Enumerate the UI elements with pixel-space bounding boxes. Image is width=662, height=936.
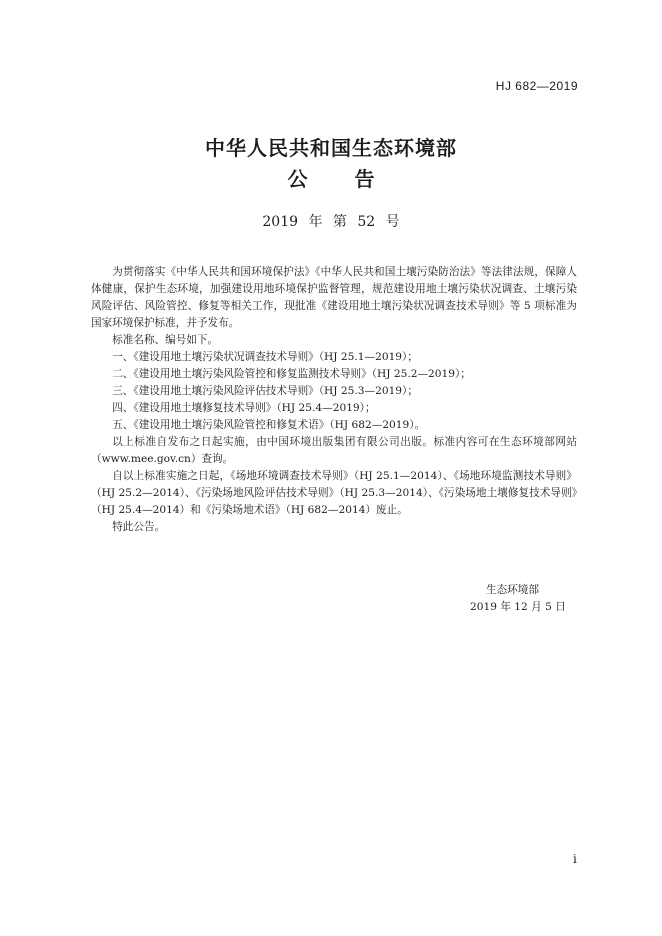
ministry-title: 中华人民共和国生态环境部	[205, 136, 457, 160]
standard-item-1: 一、《建设用地土壤污染状况调查技术导则》（HJ 25.1—2019）；	[112, 351, 418, 363]
standard-code: HJ 682—2019	[495, 79, 578, 93]
standard-item-3: 三、《建设用地土壤污染风险评估技术导则》（HJ 25.3—2019）；	[112, 385, 418, 397]
closing-paragraph: 特此公告。	[112, 521, 166, 533]
list-intro: 标准名称、编号如下。	[112, 334, 219, 346]
issue-number: 2019 年 第 52 号	[262, 214, 400, 230]
signature-date: 2019 年 12 月 5 日	[470, 601, 566, 613]
announcement-body	[91, 264, 577, 536]
intro-paragraph: 为贯彻落实《中华人民共和国环境保护法》《中华人民共和国土壤污染防治法》等法律法规，保障人体健康，保护生态环境，加强建设用地环境保护监督管理，规范建设用地土壤污染状况调查、土壤污染风险评估、风险管控、修复等相关工作，现批准《建设用地土壤污染状况调查技术导则》等 5 项标准为国家环境保护标准，并予发布。	[91, 266, 577, 329]
standard-item-4: 四、《建设用地土壤修复技术导则》（HJ 25.4—2019）；	[112, 402, 376, 414]
signature-org: 生态环境部	[486, 584, 539, 596]
effective-paragraph: 以上标准自发布之日起实施，由中国环境出版集团有限公司出版。标准内容可在生态环境部网站（www.mee.gov.cn）查询。	[91, 436, 577, 465]
standard-item-2: 二、《建设用地土壤污染风险管控和修复监测技术导则》（HJ 25.2—2019）；	[112, 368, 471, 380]
repeal-paragraph: 自以上标准实施之日起，《场地环境调查技术导则》（HJ 25.1—2014）、《场地环境监测技术导则》（HJ 25.2—2014）、《污染场地风险评估技术导则》（HJ 25.3—2014）、《污染场地土壤修复技术导则》（HJ 25.4—2014）和《污染场地术语》（HJ 682—2014）废止。	[91, 470, 577, 516]
standard-item-5: 五、《建设用地土壤污染风险管控和修复术语》（HJ 682—2019）。	[112, 419, 426, 431]
announcement-title: 公 告	[287, 167, 395, 191]
page-number: i	[573, 852, 577, 866]
